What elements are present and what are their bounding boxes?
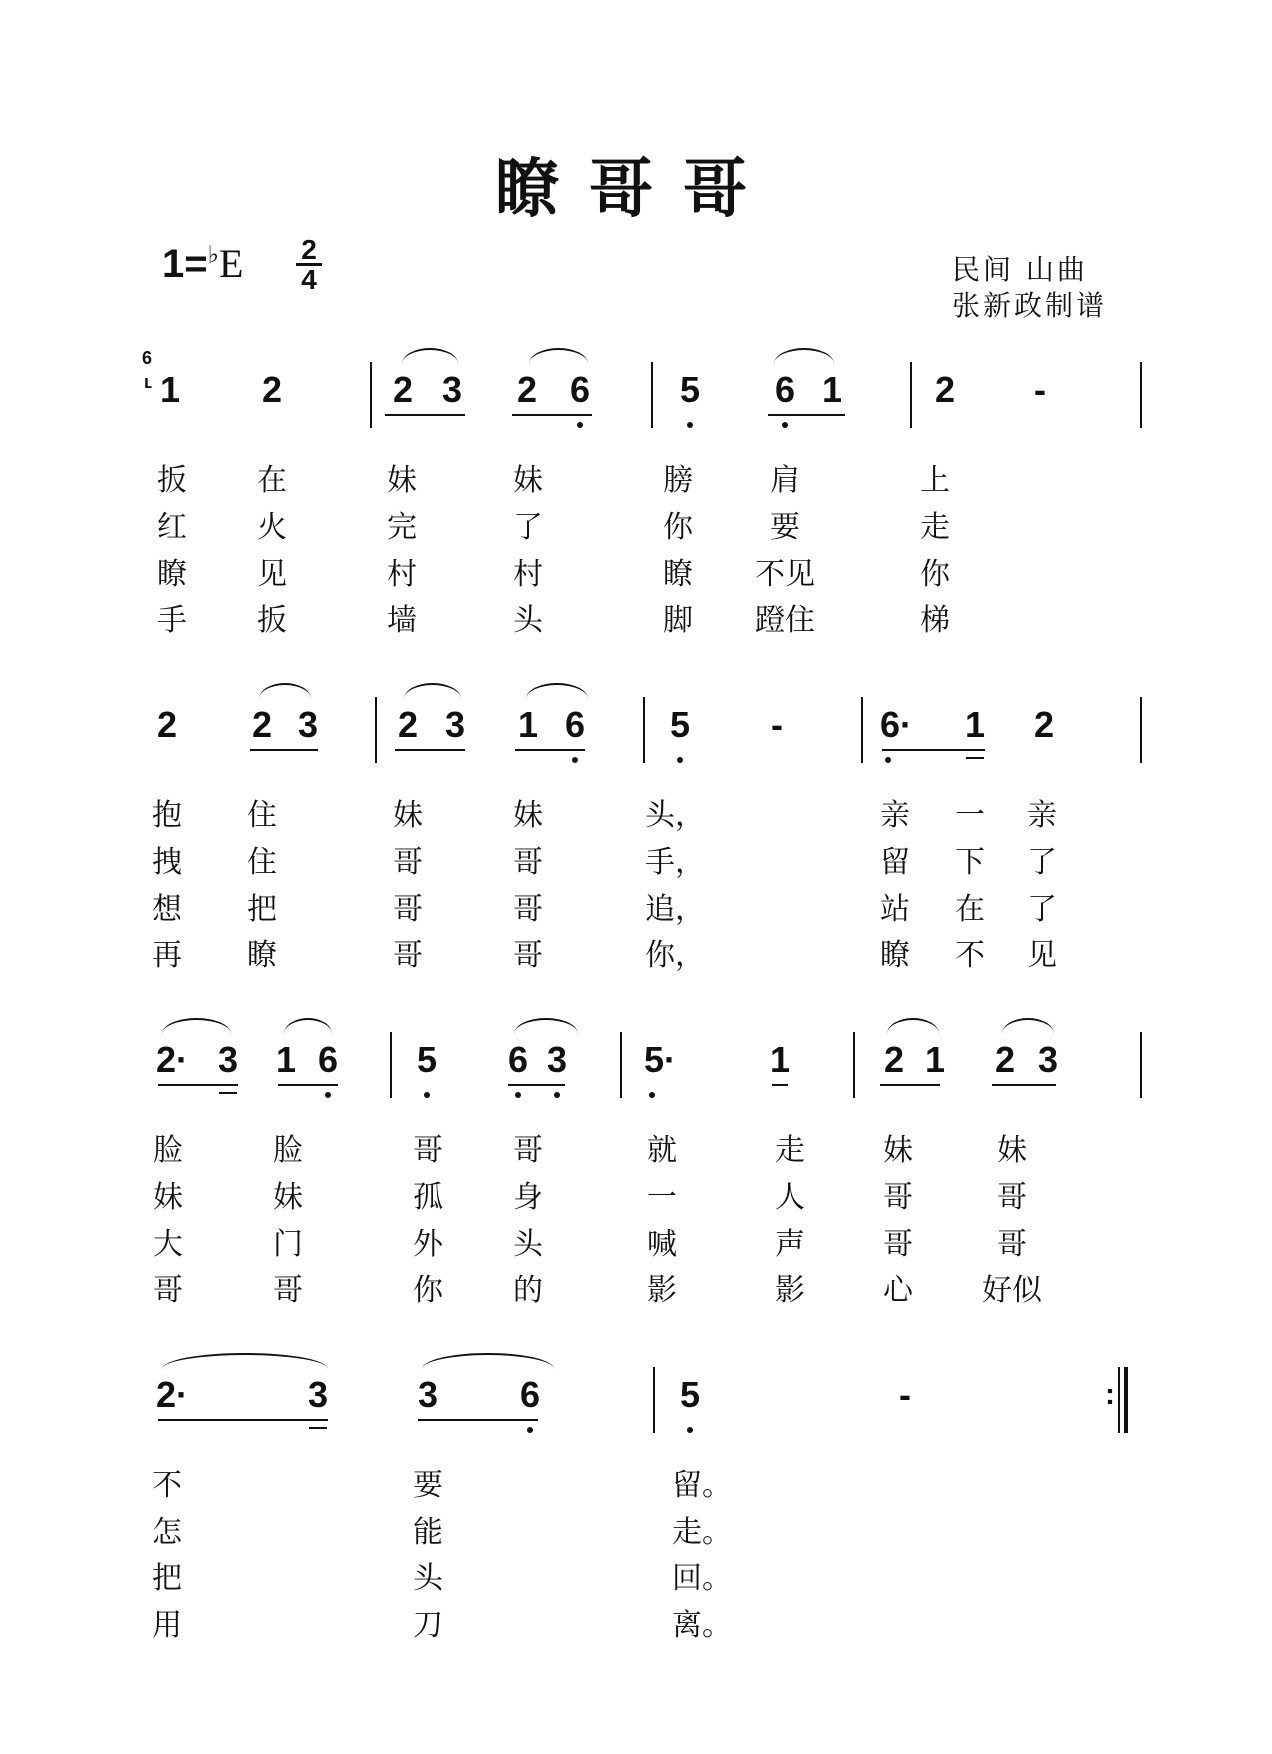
- lyric-syllable: 门: [273, 1227, 303, 1262]
- lyric-syllable: 哥: [883, 1180, 913, 1215]
- lyric-syllable: 瞭: [157, 557, 187, 592]
- lyric-syllable: 红: [157, 510, 187, 545]
- lyric-syllable: 脸: [273, 1133, 303, 1168]
- lyric-syllable: 村: [387, 557, 417, 592]
- note: 3: [444, 704, 466, 745]
- lyric-syllable: 抱: [152, 798, 182, 833]
- octave-dot-below: [424, 1092, 430, 1098]
- octave-dot-below: [577, 422, 583, 428]
- lyric-syllable: 哥: [153, 1273, 183, 1308]
- lyric-syllable: 扳: [157, 463, 187, 498]
- note: 1: [517, 704, 539, 745]
- lyric-syllable: 回。: [672, 1561, 732, 1596]
- lyric-syllable: 一: [647, 1180, 677, 1215]
- barline: [1140, 362, 1142, 428]
- lyric-syllable: 扳: [257, 603, 287, 638]
- time-signature: [296, 236, 322, 293]
- slur: [284, 1018, 332, 1034]
- lyric-syllable: 村: [513, 557, 543, 592]
- barline: [853, 1032, 855, 1098]
- lyric-syllable: 好似: [982, 1273, 1042, 1308]
- slur: [887, 1018, 939, 1034]
- lyric-syllable: 肩: [770, 463, 800, 498]
- note: 1: [964, 704, 986, 745]
- lyric-syllable: 就: [647, 1133, 677, 1168]
- lyric-syllable: 在: [257, 463, 287, 498]
- lyric-syllable: 蹬住: [755, 603, 815, 638]
- octave-dot-below: [572, 757, 578, 763]
- note: 2: [251, 704, 273, 745]
- lyric-syllable: 见: [1027, 938, 1057, 973]
- note: 2: [994, 1039, 1016, 1080]
- slur: [259, 683, 311, 699]
- lyric-syllable: 影: [775, 1273, 805, 1308]
- slur: [526, 683, 588, 699]
- lyric-syllable: 墙: [387, 603, 417, 638]
- lyric-syllable: 要: [770, 510, 800, 545]
- lyric-syllable: 亲: [1027, 798, 1057, 833]
- eighth-underline: [418, 1419, 538, 1421]
- lyric-syllable: 哥: [513, 892, 543, 927]
- note: 3: [1037, 1039, 1059, 1080]
- note: 5: [416, 1039, 438, 1080]
- lyric-syllable: 头: [413, 1561, 443, 1596]
- lyric-syllable: 完: [387, 510, 417, 545]
- slur: [162, 1353, 328, 1369]
- lyric-syllable: 你: [413, 1273, 443, 1308]
- eighth-underline: [395, 749, 465, 751]
- lyric-syllable: 走: [920, 510, 950, 545]
- barline: [653, 1367, 655, 1433]
- lyric-syllable: 把: [152, 1561, 182, 1596]
- sixteenth-underline: [309, 1427, 327, 1429]
- eighth-underline: [880, 1084, 940, 1086]
- note: 2: [1033, 704, 1055, 745]
- lyric-syllable: 孤: [413, 1180, 443, 1215]
- note: 2: [261, 369, 283, 410]
- eighth-underline: [768, 414, 845, 416]
- lyric-syllable: 怎: [152, 1515, 182, 1550]
- lyric-syllable: 刀: [413, 1608, 443, 1643]
- lyric-syllable: 人: [775, 1180, 805, 1215]
- lyric-syllable: 拽: [152, 845, 182, 880]
- final-barline-thin: [1118, 1367, 1120, 1433]
- note: 6·: [879, 704, 913, 745]
- lyric-syllable: 喊: [647, 1227, 677, 1262]
- note: 3: [217, 1039, 239, 1080]
- lyric-syllable: 你，: [645, 938, 705, 973]
- note: 5·: [643, 1039, 677, 1080]
- lyric-syllable: 你: [663, 510, 693, 545]
- final-barline-thick: [1124, 1367, 1128, 1433]
- lyric-syllable: 妹: [997, 1133, 1027, 1168]
- lyric-syllable: 身: [513, 1180, 543, 1215]
- key-prefix: 1=: [162, 242, 208, 286]
- lyric-syllable: 再: [152, 938, 182, 973]
- octave-dot-below: [885, 757, 891, 763]
- note: 6: [564, 704, 586, 745]
- octave-dot-below: [527, 1427, 533, 1433]
- lyric-syllable: 妹: [883, 1133, 913, 1168]
- lyric-syllable: 脚: [663, 603, 693, 638]
- lyric-syllable: 一: [955, 798, 985, 833]
- slur: [402, 348, 458, 364]
- eighth-underline: [508, 1084, 565, 1086]
- lyric-syllable: 妹: [273, 1180, 303, 1215]
- octave-dot-below: [677, 757, 683, 763]
- slur: [404, 683, 461, 699]
- eighth-underline: [882, 749, 985, 751]
- sustain-dash: -: [1034, 369, 1046, 410]
- sixteenth-underline: [966, 757, 984, 759]
- barline: [910, 362, 912, 428]
- lyric-syllable: 头: [513, 1227, 543, 1262]
- barline: [651, 362, 653, 428]
- octave-dot-below: [687, 422, 693, 428]
- note: 1: [275, 1039, 297, 1080]
- lyric-syllable: 走: [775, 1133, 805, 1168]
- barline: [1140, 697, 1142, 763]
- sixteenth-underline: [219, 1092, 237, 1094]
- barline: [375, 697, 377, 763]
- lyric-syllable: 妹: [153, 1180, 183, 1215]
- lyric-syllable: 梯: [920, 603, 950, 638]
- lyric-syllable: 哥: [883, 1227, 913, 1262]
- repeat-sign: :: [1105, 1378, 1115, 1411]
- lyric-syllable: 用: [152, 1608, 182, 1643]
- lyric-syllable: 的: [513, 1273, 543, 1308]
- note: 3: [307, 1374, 329, 1415]
- note: 2: [516, 369, 538, 410]
- lyric-syllable: 哥: [513, 845, 543, 880]
- lyric-syllable: 脸: [153, 1133, 183, 1168]
- slur: [774, 348, 834, 364]
- grace-note: 6: [142, 348, 153, 368]
- lyric-syllable: 住: [247, 798, 277, 833]
- credit-arranger: 张新政制谱: [952, 289, 1108, 322]
- note: 6: [317, 1039, 339, 1080]
- credit-genre: 民间 山曲: [952, 253, 1088, 286]
- lyric-syllable: 大: [153, 1227, 183, 1262]
- lyric-syllable: 你: [920, 557, 950, 592]
- lyric-syllable: 见: [257, 557, 287, 592]
- note: 2: [392, 369, 414, 410]
- lyric-syllable: 声: [775, 1227, 805, 1262]
- lyric-syllable: 妹: [387, 463, 417, 498]
- sustain-dash: -: [771, 704, 783, 745]
- lyric-syllable: 下: [955, 845, 985, 880]
- eighth-underline: [515, 749, 585, 751]
- lyric-syllable: 想: [152, 892, 182, 927]
- lyric-syllable: 上: [920, 463, 950, 498]
- lyric-syllable: 头: [513, 603, 543, 638]
- note: 1: [821, 369, 843, 410]
- barline: [1140, 1032, 1142, 1098]
- lyric-syllable: 瞭: [247, 938, 277, 973]
- lyric-syllable: 心: [883, 1273, 913, 1308]
- note: 6: [774, 369, 796, 410]
- lyric-syllable: 留: [880, 845, 910, 880]
- lyric-syllable: 了: [513, 510, 543, 545]
- barline: [390, 1032, 392, 1098]
- lyric-syllable: 哥: [273, 1273, 303, 1308]
- lyric-syllable: 哥: [513, 1133, 543, 1168]
- lyric-syllable: 在: [955, 892, 985, 927]
- slur: [514, 1018, 578, 1034]
- lyric-syllable: 头，: [645, 798, 705, 833]
- note: 2·: [155, 1039, 189, 1080]
- note: 2·: [155, 1374, 189, 1415]
- key-tonic: E: [218, 241, 244, 286]
- lyric-syllable: 妹: [513, 798, 543, 833]
- note: 2: [397, 704, 419, 745]
- eighth-underline: [992, 1084, 1056, 1086]
- lyric-syllable: 手: [157, 603, 187, 638]
- key-signature: [162, 240, 243, 287]
- note: 6: [507, 1039, 529, 1080]
- lyric-syllable: 不: [955, 938, 985, 973]
- slur: [1002, 1018, 1054, 1034]
- lyric-syllable: 妹: [393, 798, 423, 833]
- octave-dot-below: [325, 1092, 331, 1098]
- octave-dot-below: [782, 422, 788, 428]
- lyric-syllable: 膀: [663, 463, 693, 498]
- lyric-syllable: 亲: [880, 798, 910, 833]
- note: 1: [159, 369, 181, 410]
- lyric-syllable: 妹: [513, 463, 543, 498]
- slur: [529, 348, 588, 364]
- lyric-syllable: 哥: [393, 938, 423, 973]
- note: 3: [417, 1374, 439, 1415]
- note: 2: [883, 1039, 905, 1080]
- eighth-underline: [772, 1084, 788, 1086]
- note: 6: [569, 369, 591, 410]
- note: 5: [679, 1374, 701, 1415]
- note: 3: [297, 704, 319, 745]
- octave-dot-below: [554, 1092, 560, 1098]
- lyric-syllable: 住: [247, 845, 277, 880]
- grace-hook: ʟ: [144, 372, 153, 392]
- octave-dot-below: [687, 1427, 693, 1433]
- note: 5: [669, 704, 691, 745]
- note: 3: [441, 369, 463, 410]
- eighth-underline: [278, 1084, 338, 1086]
- barline: [620, 1032, 622, 1098]
- lyric-syllable: 哥: [997, 1227, 1027, 1262]
- barline: [861, 697, 863, 763]
- lyric-syllable: 不见: [755, 557, 815, 592]
- lyric-syllable: 瞭: [880, 938, 910, 973]
- lyric-syllable: 能: [413, 1515, 443, 1550]
- lyric-syllable: 火: [257, 510, 287, 545]
- lyric-syllable: 哥: [393, 845, 423, 880]
- lyric-syllable: 走。: [672, 1515, 732, 1550]
- lyric-syllable: 把: [247, 892, 277, 927]
- note: 3: [546, 1039, 568, 1080]
- barline: [370, 362, 372, 428]
- meter-top: 2: [301, 234, 317, 265]
- lyric-syllable: 追，: [645, 892, 705, 927]
- lyric-syllable: 瞭: [663, 557, 693, 592]
- lyric-syllable: 了: [1027, 892, 1057, 927]
- eighth-underline: [250, 749, 318, 751]
- lyric-syllable: 要: [413, 1468, 443, 1503]
- sustain-dash: -: [899, 1374, 911, 1415]
- octave-dot-below: [649, 1092, 655, 1098]
- slur: [422, 1353, 554, 1369]
- octave-dot-below: [515, 1092, 521, 1098]
- note: 2: [934, 369, 956, 410]
- flat-sign: ♭: [207, 241, 219, 269]
- eighth-underline: [158, 1419, 328, 1421]
- lyric-syllable: 哥: [997, 1180, 1027, 1215]
- eighth-underline: [158, 1084, 238, 1086]
- lyric-syllable: 哥: [513, 938, 543, 973]
- lyric-syllable: 离。: [672, 1608, 732, 1643]
- barline: [643, 697, 645, 763]
- lyric-syllable: 站: [880, 892, 910, 927]
- lyric-syllable: 外: [413, 1227, 443, 1262]
- lyric-syllable: 手，: [645, 845, 705, 880]
- lyric-syllable: 哥: [413, 1133, 443, 1168]
- note: 6: [519, 1374, 541, 1415]
- note: 1: [769, 1039, 791, 1080]
- eighth-underline: [512, 414, 592, 416]
- eighth-underline: [385, 414, 465, 416]
- meter-bottom: 4: [296, 263, 322, 293]
- slur: [162, 1018, 231, 1034]
- song-title: 瞭哥哥: [495, 152, 777, 227]
- lyric-syllable: 哥: [393, 892, 423, 927]
- lyric-syllable: 影: [647, 1273, 677, 1308]
- note: 1: [924, 1039, 946, 1080]
- lyric-syllable: 留。: [672, 1468, 732, 1503]
- lyric-syllable: 不: [152, 1468, 182, 1503]
- note: 5: [679, 369, 701, 410]
- note: 2: [156, 704, 178, 745]
- lyric-syllable: 了: [1027, 845, 1057, 880]
